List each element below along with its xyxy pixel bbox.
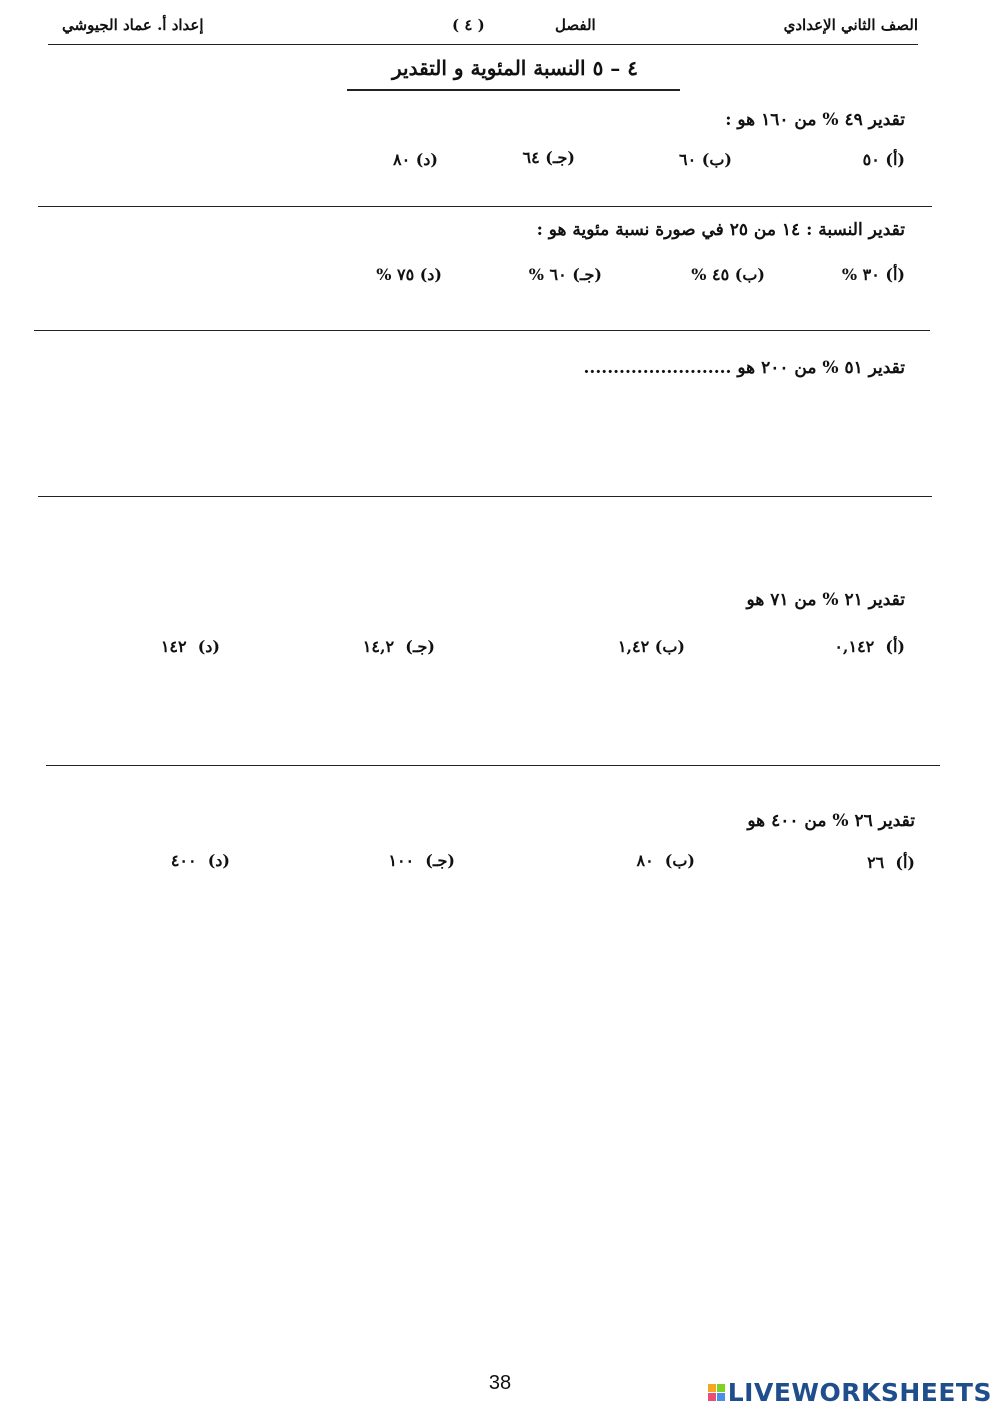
question-2-option-d[interactable]: (د) ٧٥ % (376, 265, 442, 284)
question-5-option-b[interactable]: (ب) ٨٠ (636, 851, 695, 870)
question-5-option-c[interactable]: (جـ) ١٠٠ (388, 851, 455, 870)
chapter-label: الفصل (555, 16, 596, 34)
question-2-divider (34, 330, 930, 331)
question-4-option-b[interactable]: (ب) ١,٤٢ (617, 637, 685, 656)
header-divider (48, 44, 918, 45)
question-4-text: تقدير ٢١ % من ٧١ هو (746, 590, 905, 610)
question-4-option-a[interactable]: (أ) ٠,١٤٢ (834, 637, 905, 656)
question-3-divider (38, 496, 932, 497)
brand-name: LIVEWORKSHEETS (727, 1378, 992, 1407)
question-3-text: تقدير ٥١ % من ٢٠٠ هو ......................... (583, 358, 905, 378)
logo-square-3 (708, 1393, 716, 1401)
question-4-divider (46, 765, 940, 766)
question-1-option-c[interactable]: (جـ) ٦٤ (522, 148, 575, 167)
grade-label: الصف الثاني الإعدادي (783, 16, 918, 34)
title-underline (347, 89, 680, 91)
question-5-option-a[interactable]: (أ) ٢٦ (867, 853, 915, 872)
page-number: 38 (488, 1372, 512, 1394)
question-2-option-a[interactable]: (أ) ٣٠ % (841, 265, 905, 284)
question-4-option-c[interactable]: (جـ) ١٤,٢ (362, 637, 435, 656)
question-1-option-b[interactable]: (ب) ٦٠ (679, 150, 732, 169)
page-title: ٤ – ٥ النسبة المئوية و التقدير (391, 56, 638, 80)
question-1-text: تقدير ٤٩ % من ١٦٠ هو : (725, 110, 905, 130)
logo-square-4 (717, 1393, 725, 1401)
chapter-number: ( ٤ ) (452, 16, 485, 34)
question-5-option-d[interactable]: (د) ٤٠٠ (170, 851, 230, 870)
logo-square-2 (717, 1384, 725, 1392)
logo-square-1 (708, 1384, 716, 1392)
question-4-option-d[interactable]: (د) ١٤٢ (160, 637, 220, 656)
question-2-option-b[interactable]: (ب) ٤٥ % (691, 265, 765, 284)
author-label: إعداد أ. عماد الجيوشي (62, 16, 204, 34)
brand-logo-icon (708, 1384, 725, 1401)
question-1-divider (38, 206, 932, 207)
question-1-option-a[interactable]: (أ) ٥٠ (862, 150, 905, 169)
brand-watermark[interactable] (708, 1378, 992, 1407)
question-2-text: تقدير النسبة : ١٤ من ٢٥ في صورة نسبة مئوية هو : (536, 220, 905, 240)
question-5-text: تقدير ٢٦ % من ٤٠٠ هو (747, 811, 915, 831)
question-1-option-d[interactable]: (د) ٨٠ (392, 150, 438, 169)
question-2-option-c[interactable]: (جـ) ٦٠ % (528, 265, 602, 284)
